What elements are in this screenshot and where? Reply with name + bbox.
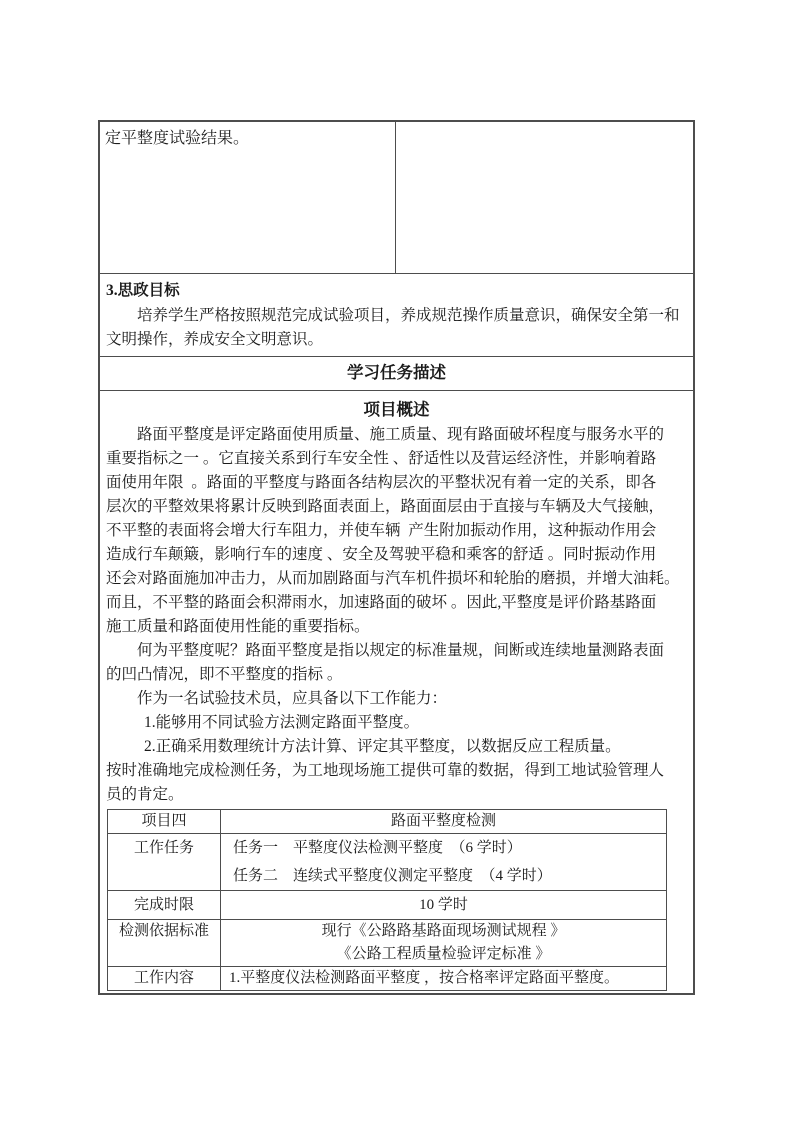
overview-line: 施工质量和路面使用性能的重要指标。 (106, 618, 370, 635)
row-content-line: 任务二 连续式平整度仪测定平整度 （4 学时） (233, 868, 552, 884)
overview-line: 路面平整度是评定路面使用质量、施工质量、现有路面破坏程度与服务水平的 (137, 426, 665, 443)
ideology-line: 培养学生严格按照规范完成试验项目，养成规范操作质量意识，确保安全第一和 (137, 307, 680, 324)
project-table-row (108, 966, 666, 990)
row-label: 工作内容 (108, 967, 221, 990)
row-content-line: 10 学时 (419, 897, 468, 913)
overview-line: 何为平整度呢？路面平整度是指以规定的标准量规，间断或连续地量测路表面 (137, 642, 665, 659)
continuation-cell-left (100, 122, 396, 273)
overview-list-item: 1.能够用不同试验方法测定路面平整度。 (144, 714, 420, 731)
continuation-text: 定平整度试验结果。 (105, 130, 250, 147)
overview-line: 而且，不平整的路面会积滞雨水，加速路面的破坏 。因此,平整度是评价路基路面 (106, 594, 657, 611)
section-title: 学习任务描述 (347, 363, 446, 382)
row-content-line: 任务一 平整度仪法检测平整度 （6 学时） (233, 840, 522, 856)
overview-line: 造成行车颠簸，影响行车的速度 、安全及驾驶平稳和乘客的舒适 。同时振动作用 (106, 546, 657, 563)
project-table (107, 809, 667, 991)
overview-heading: 项目概述 (363, 400, 430, 419)
row-label: 项目四 (108, 810, 221, 833)
ideology-section (100, 273, 693, 356)
project-table-row (108, 919, 666, 966)
section-title-row (100, 356, 693, 390)
overview-line: 的凹凸情况，即不平整度的指标 。 (106, 666, 343, 683)
project-table-row (108, 890, 666, 919)
row-content-line: 1.平整度仪法检测路面平整度 ，按合格率评定路面平整度。 (229, 970, 620, 986)
overview-line: 不平整的表面将会增大行车阻力，并使车辆 产生附加振动作用，这种振动作用会 (106, 522, 657, 539)
row-content-line: 现行《公路路基路面现场测试规程 》 (321, 923, 566, 939)
overview-line: 按时准确地完成检测任务，为工地现场施工提供可靠的数据，得到工地试验管理人 (106, 762, 665, 779)
overview-body (106, 423, 687, 807)
lesson-plan-table (98, 120, 695, 995)
row-content-line: 《公路工程质量检验评定标准 》 (336, 946, 551, 962)
continuation-cell-right (396, 122, 693, 273)
project-table-row (108, 810, 666, 833)
row-label: 工作任务 (108, 834, 221, 890)
overview-line: 作为一名试验技术员，应具备以下工作能力： (137, 690, 448, 707)
row-label: 完成时限 (108, 891, 221, 919)
ideology-heading: 3.思政目标 (106, 282, 180, 299)
continuation-row (100, 122, 693, 273)
row-content-line: 路面平整度检测 (390, 813, 496, 829)
overview-line: 层次的平整效果将累计反映到路面表面上，路面面层由于直接与车辆及大气接触， (106, 498, 665, 515)
overview-section (100, 390, 693, 993)
overview-line: 面使用年限 。路面的平整度与路面各结构层次的平整状况有着一定的关系，即各 (106, 474, 657, 491)
ideology-line: 文明操作，养成安全文明意识。 (106, 331, 324, 348)
overview-list-item: 2.正确采用数理统计方法计算、评定其平整度，以数据反应工程质量。 (144, 738, 621, 755)
overview-line: 还会对路面施加冲击力，从而加剧路面与汽车机件损坏和轮胎的磨损，并增大油耗。 (106, 570, 680, 587)
overview-line: 员的肯定。 (106, 786, 184, 803)
project-table-row (108, 833, 666, 890)
row-label: 检测依据标准 (108, 920, 221, 966)
overview-line: 重要指标之一 。它直接关系到行车安全性 、舒适性以及营运经济性，并影响着路 (106, 450, 657, 467)
